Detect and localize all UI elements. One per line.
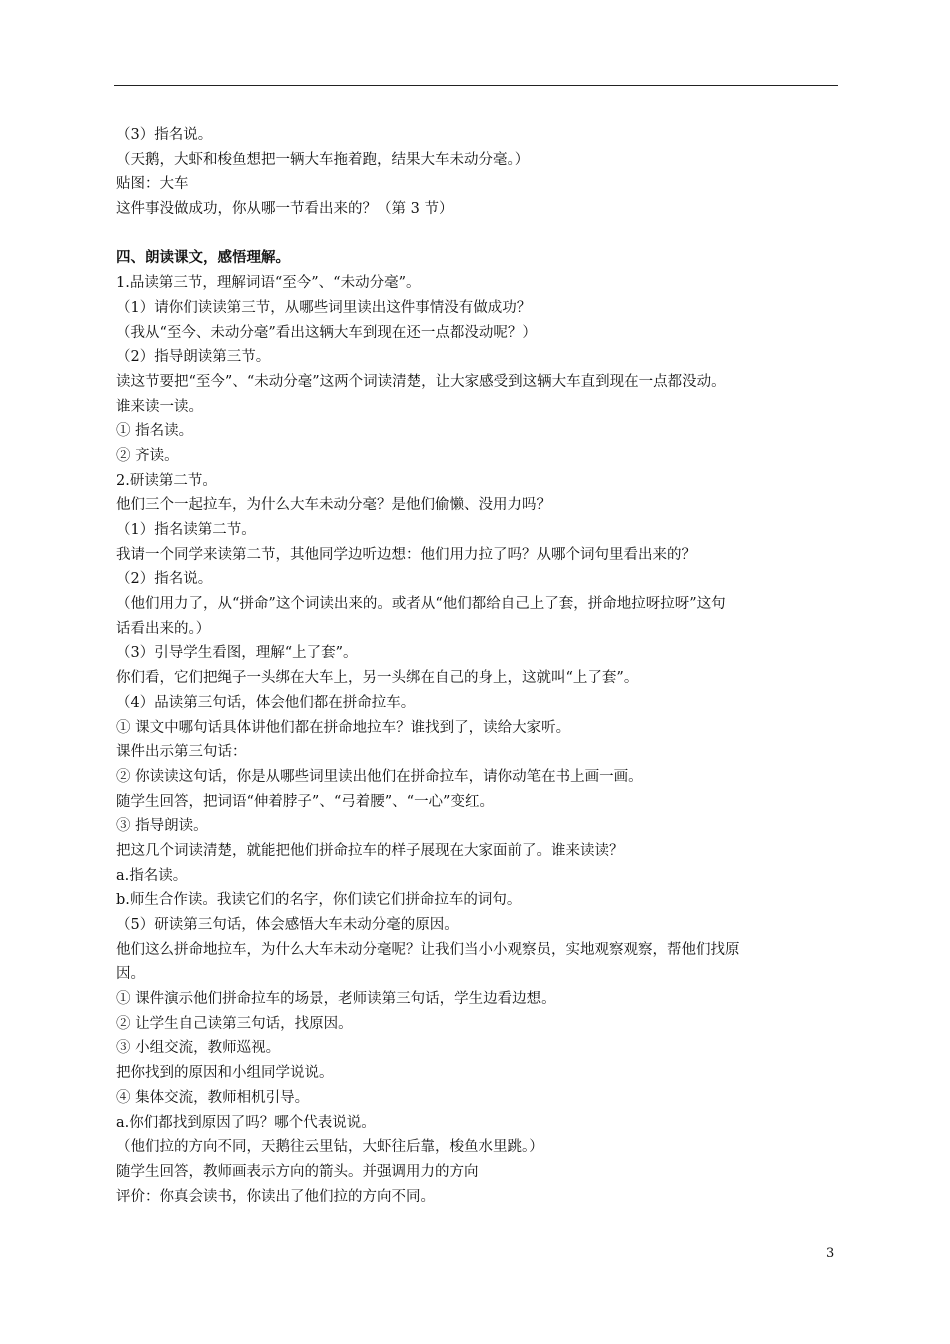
text-line: 读这节要把“至今”、“未动分毫”这两个词读清楚，让大家感受到这辆大车直到现在一点都没动。 [116, 373, 726, 390]
text-line: 把这几个词读清楚，就能把他们拼命拉车的样子展现在大家面前了。谁来读读？ [116, 842, 624, 859]
text-line: ② 齐读。 [116, 447, 179, 464]
text-line: 谁来读一读。 [116, 398, 203, 415]
text-line: 因。 [116, 966, 145, 983]
page-number: 3 [826, 1246, 835, 1261]
text-line: 贴图：大车 [116, 176, 189, 193]
text-line: （他们用力了，从“拼命”这个词读出来的。或者从“他们都给自己上了套，拼命地拉呀拉呀”这句 [116, 596, 726, 613]
text-line: 我请一个同学来读第二节，其他同学边听边想：他们用力拉了吗？从哪个词句里看出来的？ [116, 546, 696, 563]
text-line: （3）引导学生看图，理解“上了套”。 [116, 645, 358, 662]
text-line: （我从“至今、未动分毫”看出这辆大车到现在还一点都没动呢？） [116, 324, 537, 341]
blank-line [116, 222, 838, 247]
text-line: （2）指名说。 [116, 571, 213, 588]
text-line: ② 你读读这句话，你是从哪些词里读出他们在拼命拉车，请你动笔在书上画一画。 [116, 768, 643, 785]
text-line: 话看出来的。） [116, 620, 211, 637]
text-line: 课件出示第三句话： [116, 744, 247, 761]
text-line: a.你们都找到原因了吗？哪个代表说说。 [116, 1114, 376, 1131]
text-line: 随学生回答，教师画表示方向的箭头。并强调用力的方向 [116, 1163, 479, 1180]
text-line: 把你找到的原因和小组同学说说。 [116, 1065, 334, 1082]
text-line: 这件事没做成功，你从哪一节看出来的？（第 3 节） [116, 201, 454, 218]
text-line: （4）品读第三句话，体会他们都在拼命拉车。 [116, 694, 416, 711]
text-line: （1）指名读第二节。 [116, 522, 256, 538]
text-line: （天鹅，大虾和梭鱼想把一辆大车拖着跑，结果大车未动分毫。） [116, 151, 530, 168]
section-heading: 四、朗读课文，感悟理解。 [116, 249, 290, 267]
text-line: 1.品读第三节，理解词语“至今”、“未动分毫”。 [116, 275, 421, 292]
text-line: 他们这么拼命地拉车，为什么大车未动分毫呢？让我们当小小观察员，实地观察观察，帮他们找原 [116, 941, 740, 958]
text-line: 你们看，它们把绳子一头绑在大车上，另一头绑在自己的身上，这就叫“上了套”。 [116, 670, 639, 687]
text-line: ④ 集体交流，教师相机引导。 [116, 1089, 310, 1106]
text-line: 2.研读第二节。 [116, 472, 217, 489]
text-line: ③ 小组交流，教师巡视。 [116, 1040, 281, 1057]
text-line: 他们三个一起拉车，为什么大车未动分毫？是他们偷懒、没用力吗？ [116, 497, 551, 514]
text-line: 随学生回答，把词语“伸着脖子”、“弓着腰”、“一心”变红。 [116, 793, 494, 810]
text-line: ② 让学生自己读第三句话，找原因。 [116, 1015, 353, 1032]
document-body [116, 123, 838, 1209]
text-line: a.指名读。 [116, 867, 188, 884]
text-line: （3）指名说。 [116, 127, 213, 143]
text-line: （1）请你们读读第三节，从哪些词里读出这件事情没有做成功？ [116, 299, 532, 316]
text-line: ① 课文中哪句话具体讲他们都在拼命地拉车？谁找到了，读给大家听。 [116, 719, 571, 736]
header-rule [114, 85, 838, 86]
text-line: ③ 指导朗读。 [116, 818, 208, 835]
text-line: ① 指名读。 [116, 423, 194, 440]
text-line: 评价：你真会读书，你读出了他们拉的方向不同。 [116, 1188, 435, 1205]
text-line: b.师生合作读。我读它们的名字，你们读它们拼命拉车的词句。 [116, 892, 522, 909]
text-line: ① 课件演示他们拼命拉车的场景，老师读第三句话，学生边看边想。 [116, 991, 556, 1008]
text-line: （5）研读第三句话，体会感悟大车未动分毫的原因。 [116, 917, 459, 933]
text-line: （2）指导朗读第三节。 [116, 349, 271, 366]
text-line: （他们拉的方向不同，天鹅往云里钻，大虾往后靠，梭鱼水里跳。） [116, 1139, 544, 1156]
